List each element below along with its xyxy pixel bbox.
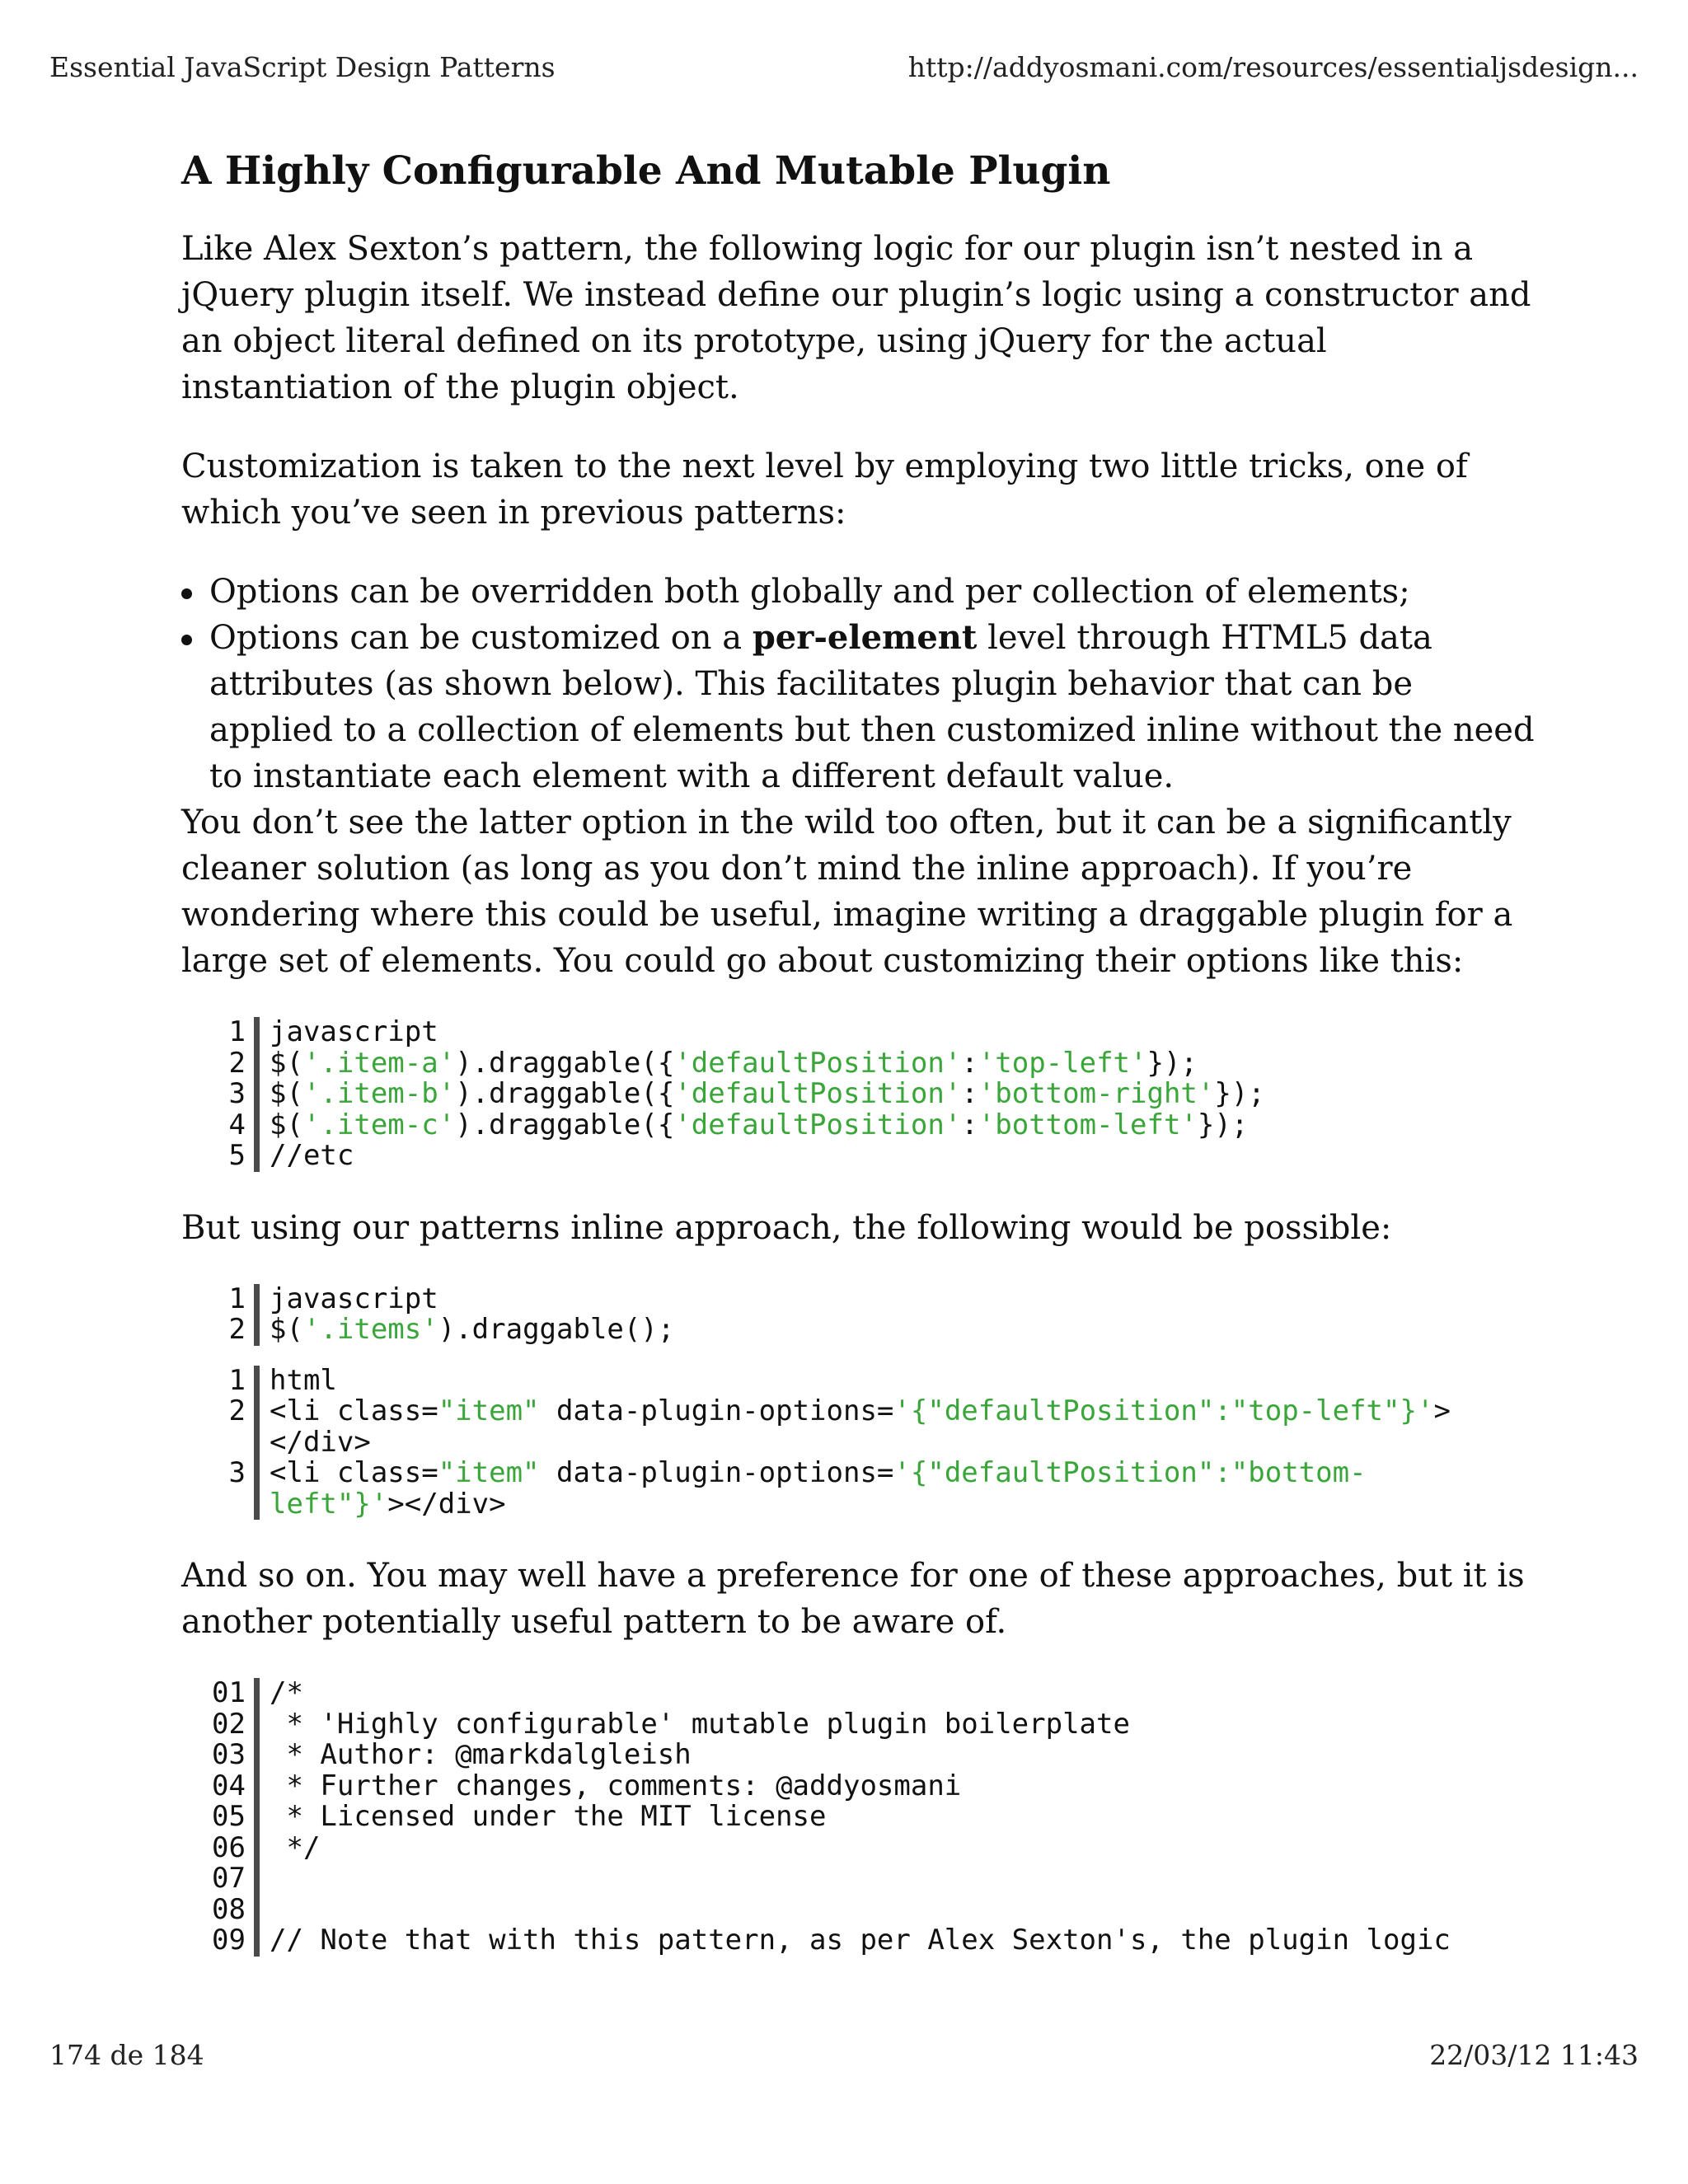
code-text	[254, 1363, 337, 1397]
line-number: 03	[212, 1738, 246, 1771]
code-token: ).draggable({	[455, 1077, 675, 1110]
code-text	[254, 1110, 1248, 1141]
line-number	[199, 1427, 254, 1459]
string-token: '.items'	[302, 1313, 438, 1346]
line-number: 5	[228, 1139, 246, 1172]
code-text	[254, 1895, 286, 1926]
code-token: ></div>	[387, 1487, 506, 1521]
line-number: 4	[228, 1108, 246, 1141]
string-token: "item"	[438, 1456, 540, 1489]
string-token: 'bottom-left'	[978, 1108, 1198, 1141]
code-line	[199, 1925, 1541, 1957]
string-token: 'top-left'	[978, 1046, 1147, 1080]
code-line	[199, 1489, 1541, 1521]
string-token: '{"defaultPosition":"top-left"}'	[893, 1394, 1434, 1427]
code-token: // Note that with this pattern, as per Alex Sexton's, the plugin logic	[270, 1924, 1451, 1957]
code-text	[254, 1709, 1130, 1741]
code-text	[254, 1141, 354, 1172]
code-text	[254, 1802, 827, 1833]
line-number: 04	[212, 1769, 246, 1802]
line-number: 06	[212, 1830, 246, 1864]
code-token: <li class=	[270, 1394, 438, 1427]
code-token: */	[270, 1830, 321, 1864]
code-block-draggable-options	[199, 1017, 1541, 1172]
code-token: $(	[270, 1046, 303, 1080]
code-token: <li class=	[270, 1456, 438, 1489]
section-heading: A Highly Configurable And Mutable Plugin	[181, 148, 1111, 194]
line-number: 1	[228, 1363, 246, 1397]
code-line	[199, 1284, 1541, 1315]
line-number: 3	[228, 1077, 246, 1110]
code-line	[199, 1678, 1541, 1709]
code-line	[199, 1863, 1541, 1895]
code-text	[254, 1830, 321, 1864]
string-token: "item"	[438, 1394, 540, 1427]
code-line	[199, 1709, 1541, 1741]
code-token: $(	[270, 1313, 303, 1346]
code-token: * Further changes, comments: @addyosmani	[270, 1769, 962, 1802]
code-line	[199, 1363, 1541, 1397]
code-line	[199, 1315, 1541, 1346]
code-line	[199, 1740, 1541, 1771]
line-number: 09	[212, 1924, 246, 1957]
code-token: });	[1214, 1077, 1265, 1110]
string-token: 'defaultPosition'	[674, 1108, 962, 1141]
line-number: 07	[212, 1862, 246, 1895]
code-token: data-plugin-options=	[539, 1394, 894, 1427]
tricks-list	[181, 569, 1541, 799]
code-token: /*	[270, 1676, 303, 1709]
code-text	[254, 1079, 1265, 1110]
code-text	[254, 1925, 1451, 1957]
code-text	[254, 1771, 961, 1802]
print-datetime: 22/03/12 11:43	[1429, 2039, 1639, 2071]
code-line	[199, 1079, 1541, 1110]
paragraph-intro: Like Alex Sexton’s pattern, the following logic for our plugin isn’t nested in a jQuery plugin itself. We instead define our plugin’s logic using a constructor and an object literal defined on its prototype, using jQuery for the actual instantiation of the plugin object.	[181, 230, 1531, 406]
paragraph-customization: Customization is taken to the next level by employing two little tricks, one of which you’ve seen in previous patterns:	[181, 448, 1468, 532]
list-item-text: Options can be customized on a	[209, 619, 753, 657]
code-line	[199, 1110, 1541, 1141]
code-token: * Author: @markdalgleish	[270, 1738, 692, 1771]
line-number: 02	[212, 1707, 246, 1741]
code-token: :	[961, 1077, 978, 1110]
code-line	[199, 1427, 1541, 1459]
code-token: ).draggable({	[455, 1046, 675, 1080]
code-token: //etc	[270, 1139, 354, 1172]
code-text	[254, 1489, 506, 1521]
code-text	[254, 1396, 1451, 1427]
paragraph-inline-approach: But using our patterns inline approach, the following would be possible:	[181, 1208, 1392, 1247]
code-line	[199, 1458, 1541, 1489]
line-number: 08	[212, 1892, 246, 1926]
line-number: 2	[228, 1046, 246, 1080]
running-header-title: Essential JavaScript Design Patterns	[49, 51, 556, 83]
code-token: $(	[270, 1077, 303, 1110]
line-number: 3	[228, 1456, 246, 1489]
code-text	[254, 1048, 1198, 1080]
string-token: 'bottom-right'	[978, 1077, 1215, 1110]
code-text	[254, 1017, 438, 1048]
code-line	[199, 1017, 1541, 1048]
code-line	[199, 1771, 1541, 1802]
per-element-emphasis: per-element	[752, 618, 978, 657]
code-block-boilerplate	[199, 1678, 1541, 1957]
code-text	[254, 1458, 1367, 1489]
running-header-url: http://addyosmani.com/resources/essentialjsdesign...	[907, 51, 1639, 83]
line-number: 05	[212, 1800, 246, 1833]
code-token: * 'Highly configurable' mutable plugin boilerplate	[270, 1707, 1130, 1741]
code-line	[199, 1892, 1541, 1926]
code-line	[199, 1048, 1541, 1080]
code-token: :	[961, 1046, 978, 1080]
code-token: ).draggable();	[438, 1313, 675, 1346]
string-token: '.item-a'	[302, 1046, 456, 1080]
article-content	[181, 147, 1541, 1957]
list-item: Options can be overridden both globally and per collection of elements;	[181, 569, 1541, 615]
code-text	[254, 1427, 371, 1459]
list-item-text: level through HTML5 data attributes (as shown below). This facilitates plugin behavior that can be applied to a collection of elements but then customized inline without the need to instantiate each element with a different default value.	[209, 619, 1535, 795]
string-token: 'defaultPosition'	[674, 1046, 962, 1080]
paragraph-conclusion: And so on. You may well have a preference for one of these approaches, but it is another potentially useful pattern to be aware of.	[181, 1557, 1525, 1641]
code-line	[199, 1141, 1541, 1172]
code-token: ).draggable({	[455, 1108, 675, 1141]
code-token: javascript	[270, 1282, 438, 1315]
code-line	[199, 1396, 1541, 1427]
string-token: '.item-b'	[302, 1077, 456, 1110]
code-token: });	[1197, 1108, 1249, 1141]
code-text	[254, 1315, 674, 1346]
code-text	[254, 1740, 692, 1771]
code-block-draggable-call	[199, 1284, 1541, 1346]
string-token: '.item-c'	[302, 1108, 456, 1141]
code-line	[199, 1830, 1541, 1864]
line-number: 1	[228, 1282, 246, 1315]
code-token: $(	[270, 1108, 303, 1141]
string-token: '{"defaultPosition":"bottom-	[893, 1456, 1367, 1489]
code-token: data-plugin-options=	[539, 1456, 894, 1489]
code-text	[254, 1678, 303, 1709]
code-token: html	[270, 1363, 337, 1397]
list-item	[181, 615, 1541, 799]
string-token: left"}'	[270, 1487, 388, 1521]
code-token: * Licensed under the MIT license	[270, 1800, 827, 1833]
line-number: 2	[228, 1313, 246, 1346]
page-number: 174 de 184	[49, 2039, 204, 2071]
string-token: 'defaultPosition'	[674, 1077, 962, 1110]
line-number: 1	[228, 1015, 246, 1048]
line-number: 01	[212, 1676, 246, 1709]
code-token: :	[961, 1108, 978, 1141]
code-block-html-markup	[199, 1363, 1541, 1521]
line-number	[199, 1489, 254, 1521]
code-text	[254, 1863, 286, 1895]
code-token: javascript	[270, 1015, 438, 1048]
code-line	[199, 1802, 1541, 1833]
paragraph-latter-option: You don’t see the latter option in the wild too often, but it can be a significantly cleaner solution (as long as you don’t mind the inline approach). If you’re wondering where this could be useful, imagine writing a draggable plugin for a large set of elements. You could go about customizing their options like this:	[181, 804, 1513, 980]
code-text	[254, 1284, 438, 1315]
line-number: 2	[228, 1394, 246, 1427]
code-token: });	[1146, 1046, 1198, 1080]
code-token: >	[1433, 1394, 1451, 1427]
code-token: </div>	[270, 1425, 371, 1459]
